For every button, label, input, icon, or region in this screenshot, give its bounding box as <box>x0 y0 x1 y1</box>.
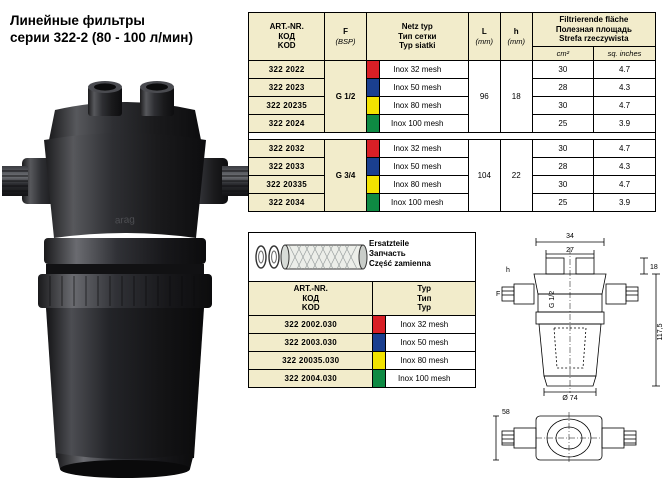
dim-34: 34 <box>566 233 574 240</box>
cell-f: G 1/2 <box>325 61 366 133</box>
cell-l: 104 <box>468 140 500 212</box>
dim-F: F <box>496 291 501 298</box>
cell-area-inch: 3.9 <box>594 115 656 133</box>
col-header-spare-art: ART.-NR. КОД KOD <box>249 282 373 316</box>
table-row <box>249 79 656 97</box>
cell-f: G 3/4 <box>325 140 366 212</box>
color-swatch <box>367 140 380 157</box>
cell-art: 322 2034 <box>249 194 325 212</box>
spare-table-header-row <box>249 282 476 316</box>
color-swatch <box>367 79 380 96</box>
cell-typ: Inox 100 mesh <box>366 115 468 133</box>
page-title <box>10 12 240 46</box>
cell-area-cm2: 25 <box>532 194 593 212</box>
spare-table-body <box>249 315 476 387</box>
technical-drawing-side <box>492 228 667 402</box>
dim-27: 27 <box>566 247 574 254</box>
main-specification-table <box>248 12 656 212</box>
cell-area-cm2: 28 <box>532 158 593 176</box>
col-header-typ: Netz typ Тип сетки Typ siatki <box>366 13 468 61</box>
table-row <box>249 333 476 351</box>
table-group-spacer <box>249 133 656 140</box>
cell-spare-typ: Inox 32 mesh <box>373 315 476 333</box>
dim-thread: G 1/2 <box>549 290 556 308</box>
table-row <box>249 194 656 212</box>
cell-art: 322 2032 <box>249 140 325 158</box>
cell-area-inch: 4.7 <box>594 140 656 158</box>
col-header-area-inch: sq. inches <box>594 46 656 61</box>
dim-58: 58 <box>502 409 510 416</box>
col-header-f: F (BSP) <box>325 13 366 61</box>
cell-area-inch: 4.3 <box>594 158 656 176</box>
color-swatch <box>367 176 380 193</box>
table-row <box>249 61 656 79</box>
cell-typ: Inox 50 mesh <box>366 158 468 176</box>
spare-parts-table <box>248 281 476 388</box>
cell-art: 322 20335 <box>249 176 325 194</box>
cell-typ: Inox 80 mesh <box>366 176 468 194</box>
cell-area-cm2: 30 <box>532 61 593 79</box>
dim-18: 18 <box>650 264 658 271</box>
table-row <box>249 97 656 115</box>
cell-art: 322 2033 <box>249 158 325 176</box>
main-table <box>248 12 656 212</box>
cell-art: 322 2022 <box>249 61 325 79</box>
main-table-header-row <box>249 13 656 47</box>
cell-spare-typ: Inox 80 mesh <box>373 351 476 369</box>
dim-diameter: Ø 74 <box>562 395 578 402</box>
cell-area-cm2: 28 <box>532 79 593 97</box>
cell-art: 322 2024 <box>249 115 325 133</box>
dim-total-height: 117,5 <box>657 323 664 341</box>
col-header-art: ART.-NR. КОД KOD <box>249 13 325 61</box>
cell-area-inch: 3.9 <box>594 194 656 212</box>
table-row <box>249 369 476 387</box>
cell-spare-art: 322 2004.030 <box>249 369 373 387</box>
cell-spare-art: 322 2002.030 <box>249 315 373 333</box>
cell-spare-typ: Inox 100 mesh <box>373 369 476 387</box>
main-table-body <box>249 61 656 212</box>
cell-art: 322 2023 <box>249 79 325 97</box>
col-header-h: h (mm) <box>500 13 532 61</box>
cell-area-cm2: 25 <box>532 115 593 133</box>
col-header-spare-typ: Typ Тип Typ <box>373 282 476 316</box>
cell-art: 322 20235 <box>249 97 325 115</box>
cell-area-inch: 4.7 <box>594 176 656 194</box>
table-row <box>249 176 656 194</box>
cell-l: 96 <box>468 61 500 133</box>
page-title-line2: серии 322-2 (80 - 100 л/мин) <box>10 30 193 45</box>
cell-spare-typ: Inox 50 mesh <box>373 333 476 351</box>
cell-area-inch: 4.3 <box>594 79 656 97</box>
spare-parts-illustration <box>248 232 476 281</box>
product-illustration <box>0 48 250 478</box>
color-swatch <box>367 194 380 211</box>
cell-area-inch: 4.7 <box>594 97 656 115</box>
cell-area-inch: 4.7 <box>594 61 656 79</box>
cell-typ: Inox 32 mesh <box>366 61 468 79</box>
color-swatch <box>373 352 386 369</box>
color-swatch <box>373 316 386 333</box>
col-header-area-cm2: cm² <box>532 46 593 61</box>
page-title-line1: Линейные фильтры <box>10 13 145 28</box>
cell-typ: Inox 32 mesh <box>366 140 468 158</box>
svg-text:arag: arag <box>114 214 136 227</box>
col-header-l: L (mm) <box>468 13 500 61</box>
color-swatch <box>373 370 386 387</box>
table-row <box>249 315 476 333</box>
cell-typ: Inox 80 mesh <box>366 97 468 115</box>
cell-typ: Inox 100 mesh <box>366 194 468 212</box>
spare-parts-section <box>248 232 476 388</box>
dim-h: h <box>506 267 510 274</box>
technical-drawing-top <box>492 400 667 480</box>
table-row <box>249 158 656 176</box>
spare-parts-caption: Ersatzteile Запчасть Część zamienna <box>369 239 431 268</box>
table-row <box>249 115 656 133</box>
table-row <box>249 140 656 158</box>
cell-h: 22 <box>500 140 532 212</box>
table-row <box>249 351 476 369</box>
cell-spare-art: 322 2003.030 <box>249 333 373 351</box>
color-swatch <box>367 61 380 78</box>
cell-h: 18 <box>500 61 532 133</box>
color-swatch <box>367 158 380 175</box>
col-header-area: Filtrierende fläche Полезная площадь Strefa rzeczywista <box>532 13 655 47</box>
color-swatch <box>367 97 380 114</box>
color-swatch <box>367 115 380 132</box>
cell-area-cm2: 30 <box>532 176 593 194</box>
cell-typ: Inox 50 mesh <box>366 79 468 97</box>
color-swatch <box>373 334 386 351</box>
cell-area-cm2: 30 <box>532 140 593 158</box>
cell-area-cm2: 30 <box>532 97 593 115</box>
cell-spare-art: 322 20035.030 <box>249 351 373 369</box>
